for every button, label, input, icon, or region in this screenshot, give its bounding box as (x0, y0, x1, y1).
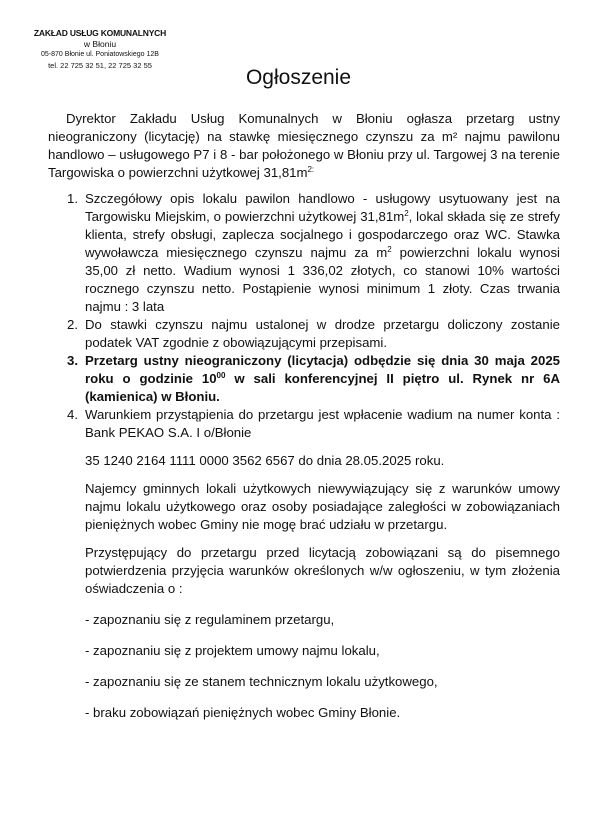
page-title: Ogłoszenie (245, 66, 352, 89)
item-3-text-a: Przetarg ustny nieograniczony (licytacja) odbędzie się dnia 30 maja 2025 roku o godzinie 10 (85, 353, 560, 386)
account-number: 35 1240 2164 1111 0000 3562 6567 do dnia 28.05.2025 roku. (85, 453, 445, 468)
item-1-sup-b: 2 (387, 245, 392, 254)
intro-superscript: 2: (307, 165, 315, 174)
list-number: 1. (67, 191, 78, 206)
org-city: w Błoniu (83, 39, 117, 50)
declaration-item: - zapoznaniu się ze stanem technicznym lokalu użytkowego, (85, 674, 438, 689)
item-1-text-b: , lokal składa się ze strefy klienta, strefy obsługi, zaplecza socjalnego i gospodarczego oraz WC. Stawka wywoławcza miesięcznego czynszu najmu za m (85, 209, 560, 260)
declaration-item: - zapoznaniu się z projektem umowy najmu lokalu, (85, 643, 380, 658)
item-1-text-c: powierzchni lokalu wynosi 35,00 zł netto. Wadium wynosi 1 336,02 złotych, co stanowi 10% wartości rocznego czynszu netto. Postąpienie wynosi minimum 1 złoty. Czas trwania najmu : 3 lata (85, 245, 560, 314)
list-number: 2. (67, 317, 78, 332)
item-3-text-b: w sali konferencyjnej II piętro ul. Rynek nr 6A (kamienica) w Błoniu. (85, 371, 560, 404)
intro-text: Dyrektor Zakładu Usług Komunalnych w Błoniu ogłasza przetarg ustny nieograniczony (licytację) na stawkę miesięcznego czynszu za m² najmu pawilonu handlowo – usługowego P7 i 8 - bar położonego w Błoniu przy ul. Targowej 3 na terenie Targowiska o powierzchni użytkowej 31,81m (48, 111, 560, 180)
item-1-sup-a: 2 (404, 209, 409, 218)
item-1-text-a: Szczegółowy opis lokalu pawilon handlowo - usługowy usytuowany jest na Targowisku Miejskim, o powierzchni użytkowej 31,81m (85, 191, 560, 224)
document-body (48, 110, 560, 722)
org-name: ZAKŁAD USŁUG KOMUNALNYCH (33, 28, 167, 38)
list-number: 4. (67, 407, 78, 422)
list-item-4 (48, 406, 560, 442)
list-number: 3. (67, 353, 78, 368)
conditions-list (48, 190, 560, 442)
exclusion-paragraph: Najemcy gminnych lokali użytkowych niewywiązujący się z warunków umowy najmu lokalu użytkowego oraz osoby posiadające zaległości w zobowiązaniach pieniężnych wobec Gminy nie mogę brać udziału w przetargu. (85, 481, 560, 532)
item-2-text: Do stawki czynszu najmu ustalonej w drodze przetargu doliczony zostanie podatek VAT zgodnie z obowiązującymi przepisami. (85, 317, 560, 350)
declaration-item: - zapoznaniu się z regulaminem przetargu, (85, 612, 335, 627)
intro-paragraph (48, 110, 560, 182)
list-item-3 (48, 352, 560, 406)
list-item-1 (48, 190, 560, 316)
list-item-2 (48, 316, 560, 352)
declaration-item: - braku zobowiązań pieniężnych wobec Gminy Błonie. (85, 705, 401, 720)
org-header-stamp (30, 28, 170, 70)
obligation-paragraph: Przystępujący do przetargu przed licytacją zobowiązani są do pisemnego potwierdzenia przyjęcia warunków określonych w/w ogłoszeniu, w tym złożenia oświadczenia o : (85, 545, 560, 596)
item-4-text: Warunkiem przystąpienia do przetargu jest wpłacenie wadium na numer konta : Bank PEKAO S.A. I o/Błonie (85, 407, 560, 440)
org-phone: tel. 22 725 32 51, 22 725 32 55 (48, 60, 152, 70)
item-3-sup: 00 (216, 371, 226, 380)
org-address: 05-870 Błonie ul. Poniatowskiego 12B (41, 51, 159, 59)
